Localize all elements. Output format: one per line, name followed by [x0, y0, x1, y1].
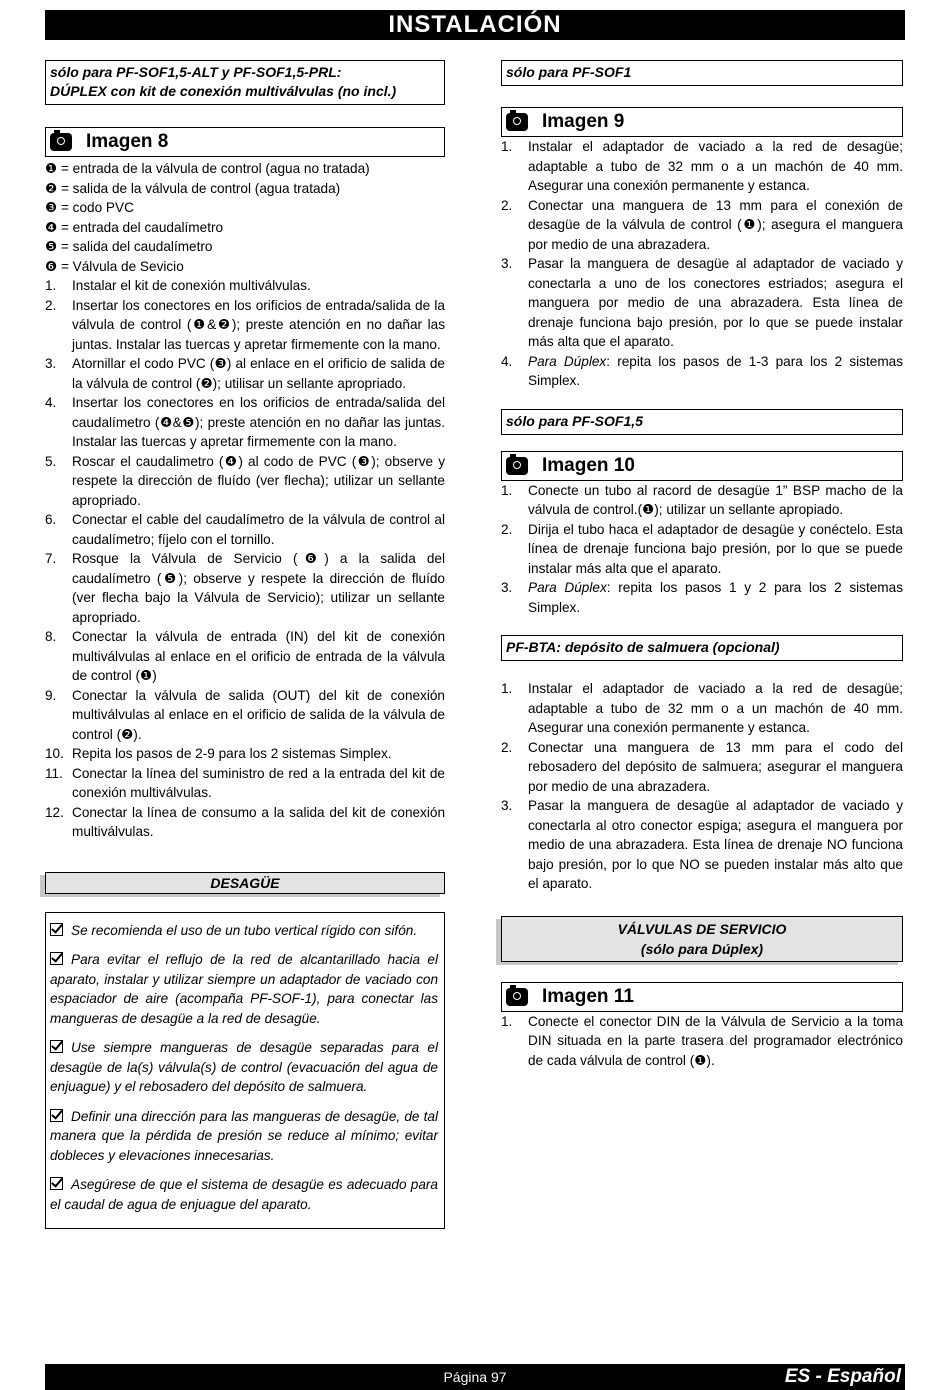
note-text: Definir una dirección para las mangueras de desagüe, de tal manera que la pérdida de presión se reduce al mínimo; evitar dobleces y elevaciones innecesarias. [50, 1108, 438, 1163]
checkbox-icon [50, 952, 63, 965]
list-item [501, 520, 903, 579]
list-item [45, 686, 445, 745]
list-item [501, 796, 903, 894]
checkbox-icon [50, 1040, 63, 1053]
image-11-title: Imagen 11 [542, 985, 634, 1007]
image-9-heading [501, 107, 903, 137]
duplex-kit-heading [45, 60, 445, 105]
list-item [45, 764, 445, 803]
list-item-text: Pasar la manguera de desagüe al adaptador de vaciado y conectarla al otro conector espiga; asegura el manguera por medio de una abrazadera. Esta línea de drenaje NO funciona bajo presión, por lo que NO se pueden instalar más alto que el aparato. [528, 798, 903, 891]
list-item-number: 3. [501, 256, 513, 271]
image-9-title: Imagen 9 [542, 111, 625, 133]
list-item [501, 481, 903, 520]
list-item-number: 3. [45, 356, 57, 371]
checkbox-icon [50, 1177, 63, 1190]
page-footer [45, 1364, 905, 1390]
image-9-steps [501, 137, 903, 391]
list-item-number: 4. [45, 395, 57, 410]
note-text: Use siempre mangueras de desagüe separadas para el desagüe de la(s) válvula(s) de control (evacuación del agua de enjuague) y el rebosadero del depósito de salmuera. [50, 1040, 438, 1094]
list-item-number: 10. [45, 746, 64, 761]
list-item-number: 9. [45, 687, 57, 703]
desague-heading: DESAGÜE [45, 872, 445, 894]
camera-icon [506, 113, 528, 131]
note-text: Asegúrese de que el sistema de desagüe es adecuado para el caudal de agua de enjuague del aparato. [50, 1177, 438, 1212]
page-title: INSTALACIÓN [45, 10, 905, 40]
legend-item: ❻ = Válvula de Sevicio [45, 258, 184, 274]
list-item-text: Repita los pasos de 2-9 para los 2 sistemas Simplex. [72, 746, 392, 761]
list-item [45, 803, 445, 842]
camera-icon [506, 988, 528, 1006]
list-item [501, 679, 903, 738]
list-item [45, 510, 445, 549]
list-item-emphasis: Para Dúplex [528, 353, 607, 369]
note-item [50, 1175, 438, 1214]
list-item [501, 738, 903, 797]
image-10-heading [501, 451, 903, 481]
desague-notes [45, 912, 445, 1230]
note-item [50, 950, 438, 1028]
bta-steps [501, 679, 903, 894]
image-8-heading [45, 127, 445, 157]
list-item-number: 2. [501, 197, 513, 213]
list-item-text [528, 578, 903, 617]
list-item-number: 1. [501, 1013, 513, 1029]
legend-item: ❷ = salida de la válvula de control (agua tratada) [45, 180, 341, 196]
list-item-number: 4. [501, 353, 513, 369]
list-item-text: Conectar la línea del suministro de red a la entrada del kit de conexión multiválvulas. [72, 765, 445, 800]
list-item [501, 196, 903, 255]
legend-item: ❶ = entrada de la válvula de control (agua no tratada) [45, 161, 370, 176]
list-item-rest: : repita los pasos de 1-3 para los 2 sistemas Simplex. [528, 353, 903, 388]
language-label: ES - Español [784, 1366, 901, 1387]
legend-item: ❸ = codo PVC [45, 200, 134, 215]
list-item-number: 6. [45, 512, 57, 527]
list-item [45, 296, 445, 355]
checkbox-icon [50, 923, 63, 936]
list-item-number: 2. [501, 521, 513, 537]
list-item-text: Insertar los conectores en los orificios de entrada/salida del caudalímetro (❹&❺); preste atención en no dañar las juntas. Instalar las tuercas y apretar firmemente con la mano. [72, 395, 445, 449]
note-item [50, 1107, 438, 1166]
left-column [45, 60, 445, 1229]
list-item-number: 3. [501, 798, 513, 813]
image-8-steps [45, 276, 445, 842]
list-item-text: Conectar la válvula de salida (OUT) del kit de conexión multiválvulas al enlace en el orificio de salida de la válvula de control (❷). [72, 687, 445, 742]
list-item-number: 1. [501, 139, 513, 154]
legend-item: ❹ = entrada del caudalímetro [45, 219, 224, 235]
note-text: Se recomienda el uso de un tubo vertical rígido con sifón. [71, 922, 418, 938]
camera-icon [506, 457, 528, 475]
list-item-text: Conectar la línea de consumo a la salida del kit de conexión multiválvulas. [72, 804, 445, 839]
list-item-number: 7. [45, 551, 57, 566]
list-item-text: Conectar una manguera de 13 mm para el conexión de desagüe de la válvula de control (❶); asegura el manguera por medio de una abrazadera. [528, 197, 903, 252]
list-item [45, 393, 445, 452]
list-item-text: Instalar el adaptador de vaciado a la red de desagüe; adaptable a tubo de 32 mm o a un machón de 40 mm. Asegurar una conexión permanente y estanca. [528, 681, 903, 735]
list-item-number: 2. [45, 297, 57, 313]
legend-item: ❺ = salida del caudalímetro [45, 239, 213, 254]
list-item [501, 1012, 903, 1071]
sof15-heading: sólo para PF-SOF1,5 [501, 409, 903, 435]
duplex-kit-heading-line1: sólo para PF-SOF1,5-ALT y PF-SOF1,5-PRL: [50, 64, 342, 80]
list-item-text: Roscar el caudalimetro (❹) al codo de PVC (❸); observe y respete la dirección de fluído (ver flecha); utilizar un sellante apropriado. [72, 453, 445, 508]
page-number: Página 97 [443, 1369, 507, 1385]
list-item [501, 578, 903, 617]
list-item [501, 137, 903, 196]
valvulas-heading-line1: VÁLVULAS DE SERVICIO [617, 920, 787, 937]
list-item [45, 354, 445, 393]
bta-heading: PF-BTA: depósito de salmuera (opcional) [501, 635, 903, 661]
list-item-number: 1. [45, 278, 57, 293]
list-item-text: Insertar los conectores en los orificios de entrada/salida de la válvula de control (❶&❷); preste atención en no dañar las juntas. Instalar las tuercas y apretar firmemente con la mano. [72, 297, 445, 352]
valvulas-heading [501, 916, 903, 962]
list-item-number: 11. [45, 765, 63, 781]
valvulas-heading-line2: (sólo para Dúplex) [640, 940, 764, 957]
list-item-rest: : repita los pasos 1 y 2 para los 2 sistemas Simplex. [528, 580, 903, 615]
list-item-text: Atornillar el codo PVC (❸) al enlace en el orificio de salida de la válvula de control (❷); utilisar un sellante apropriado. [72, 356, 445, 391]
list-item [45, 549, 445, 627]
list-item-text: Conectar el cable del caudalímetro de la válvula de control al caudalímetro; fíjelo con el tornillo. [72, 512, 445, 547]
image-8-title: Imagen 8 [86, 131, 169, 153]
list-item [45, 452, 445, 511]
list-item-text: Instalar el adaptador de vaciado a la red de desagüe; adaptable a tubo de 32 mm o a un machón de 40 mm. Asegurar una conexión permanente y estanca. [528, 139, 903, 193]
note-item [50, 1038, 438, 1097]
list-item-number: 5. [45, 453, 57, 469]
list-item-text: Rosque la Válvula de Servicio (❻) a la salida del caudalímetro (❺); observe y respete la dirección de fluído (ver flecha bajo la Válvula de Servicio); utilizar un sellante apropriado. [72, 551, 445, 625]
list-item-text: Dirija el tubo haca el adaptador de desagüe y conéctelo. Esta línea de drenaje funciona bajo presión, por lo que se puede instalar más alta que el aparato. [528, 521, 903, 576]
image-10-steps [501, 481, 903, 618]
note-text: Para evitar el reflujo de la red de alcantarillado hacia el aparato, instalar y utilizar siempre un adaptador de vaciado con espaciador de aire (acompaña PF-SOF-1), para conectar las mangueras de desagüe a la red de desagüe. [50, 952, 438, 1026]
list-item-text: Pasar la manguera de desagüe al adaptador de vaciado y conectarla a uno de los conectores estriados; asegura el manguera por medio de una abrazadera. Esta línea de drenaje funciona bajo presión, por lo que se puede instalar más alta que el aparato. [528, 256, 903, 349]
image-11-heading [501, 982, 903, 1012]
sof1-heading: sólo para PF-SOF1 [501, 60, 903, 86]
duplex-kit-heading-line2: DÚPLEX con kit de conexión multiválvulas (no incl.) [50, 83, 397, 99]
right-column [501, 60, 903, 1070]
list-item [501, 352, 903, 391]
list-item-number: 3. [501, 580, 513, 595]
list-item [45, 744, 445, 764]
camera-icon [50, 133, 72, 151]
list-item [45, 276, 445, 296]
list-item-number: 1. [501, 482, 513, 498]
image-10-title: Imagen 10 [542, 454, 635, 476]
image-11-steps [501, 1012, 903, 1071]
list-item-text: Instalar el kit de conexión multiválvulas. [72, 278, 311, 293]
list-item-number: 8. [45, 629, 57, 644]
note-item [50, 921, 438, 941]
list-item-text: Conectar una manguera de 13 mm para el codo del rebosadero del depósito de salmuera; asegurar el manguera por medio de una abrazadera. [528, 739, 903, 794]
list-item-emphasis: Para Dúplex [528, 580, 607, 595]
list-item-text: Conectar la válvula de entrada (IN) del kit de conexión multiválvulas al enlace en el orificio de entrada de la válvula de control (❶) [72, 629, 445, 683]
list-item [501, 254, 903, 352]
image-8-legend [45, 159, 445, 276]
list-item [45, 627, 445, 686]
list-item-text: Conecte el conector DIN de la Válvula de Servicio a la toma DIN situada en la parte trasera del programador electrónico de cada válvula de control (❶). [528, 1013, 903, 1068]
list-item-number: 12. [45, 804, 64, 820]
list-item-number: 1. [501, 681, 513, 696]
list-item-number: 2. [501, 739, 513, 755]
list-item-text: Conecte un tubo al racord de desagüe 1” BSP macho de la válvula de control.(❶); utilizar un sellante apropiado. [528, 482, 903, 517]
list-item-text [528, 352, 903, 391]
checkbox-icon [50, 1109, 63, 1122]
